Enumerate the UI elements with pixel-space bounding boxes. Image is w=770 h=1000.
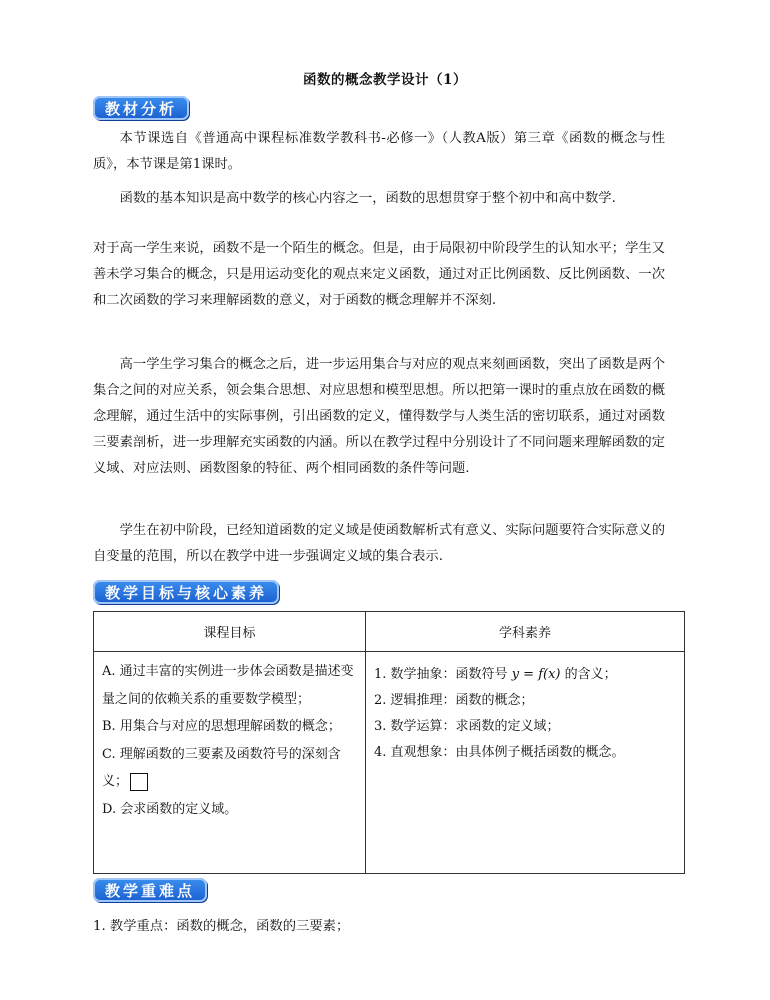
literacy-2: 2. 逻辑推理：函数的概念； bbox=[374, 693, 534, 708]
goals-cell bbox=[94, 652, 366, 874]
document-title: 函数的概念教学设计（1） bbox=[303, 72, 467, 88]
goal-c bbox=[102, 741, 355, 796]
paragraph-3: 对于高一学生来说，函数不是一个陌生的概念。但是，由于局限初中阶段学生的认知水平；学生又善未学习集合的概念，只是用运动变化的观点来定义函数，通过对正比例函数、反比例函数、一次和二次函数的学习来理解函数的意义，对于函数的概念理解并不深刻. bbox=[93, 241, 665, 308]
checkbox[interactable] bbox=[130, 773, 148, 791]
literacy-1-suffix: 的含义； bbox=[564, 667, 617, 682]
function-notation: y = f(x) bbox=[511, 667, 561, 682]
paragraph-1: 本节课选自《普通高中课程标准数学教科书-必修一》（人教A版）第三章《函数的概念与性质》，本节课是第1课时。 bbox=[93, 131, 665, 172]
literacy-cell bbox=[366, 652, 685, 874]
paragraph-2: 函数的基本知识是高中数学的核心内容之一，函数的思想贯穿于整个初中和高中数学. bbox=[119, 191, 616, 206]
goal-c-text: C. 理解函数的三要素及函数符号的深刻含义； bbox=[102, 746, 341, 789]
paragraph-4: 高一学生学习集合的概念之后，进一步运用集合与对应的观点来刻画函数，突出了函数是两个集合之间的对应关系，领会集合思想、对应思想和模型思想。所以把第一课时的重点放在函数的概念理解，通过生活中的实际事例，引出函数的定义，懂得数学与人类生活的密切联系，通过对函数三要素剖析，进一步理解充实函数的内涵。所以在教学过程中分别设计了不同问题来理解函数的定义域、对应法则、函数图象的特征、两个相同函数的条件等问题. bbox=[93, 357, 665, 476]
literacy-4: 4. 直观想象：由具体例子概括函数的概念。 bbox=[374, 745, 625, 760]
section-badge-goals: 教学目标与核心素养 bbox=[93, 580, 279, 604]
literacy-1-prefix: 1. 数学抽象：函数符号 bbox=[374, 667, 508, 682]
section-badge-keypoints: 教学重难点 bbox=[93, 878, 207, 902]
table-header-goals: 课程目标 bbox=[94, 612, 366, 652]
goals-table bbox=[93, 611, 685, 874]
keypoint-1: 1. 教学重点：函数的概念，函数的三要素； bbox=[93, 919, 350, 934]
goal-b: B. 用集合与对应的思想理解函数的概念； bbox=[102, 719, 341, 734]
table-header-literacy: 学科素养 bbox=[366, 612, 685, 652]
section-badge-analysis: 教材分析 bbox=[93, 96, 189, 120]
literacy-3: 3. 数学运算：求函数的定义域； bbox=[374, 719, 560, 734]
paragraph-5: 学生在初中阶段，已经知道函数的定义域是使函数解析式有意义、实际问题要符合实际意义的自变量的范围，所以在教学中进一步强调定义域的集合表示. bbox=[93, 523, 665, 564]
goal-d: D. 会求函数的定义域。 bbox=[102, 801, 238, 817]
goal-a: A. 通过丰富的实例进一步体会函数是描述变量之间的依赖关系的重要数学模型； bbox=[102, 664, 354, 707]
literacy-1 bbox=[374, 662, 676, 688]
